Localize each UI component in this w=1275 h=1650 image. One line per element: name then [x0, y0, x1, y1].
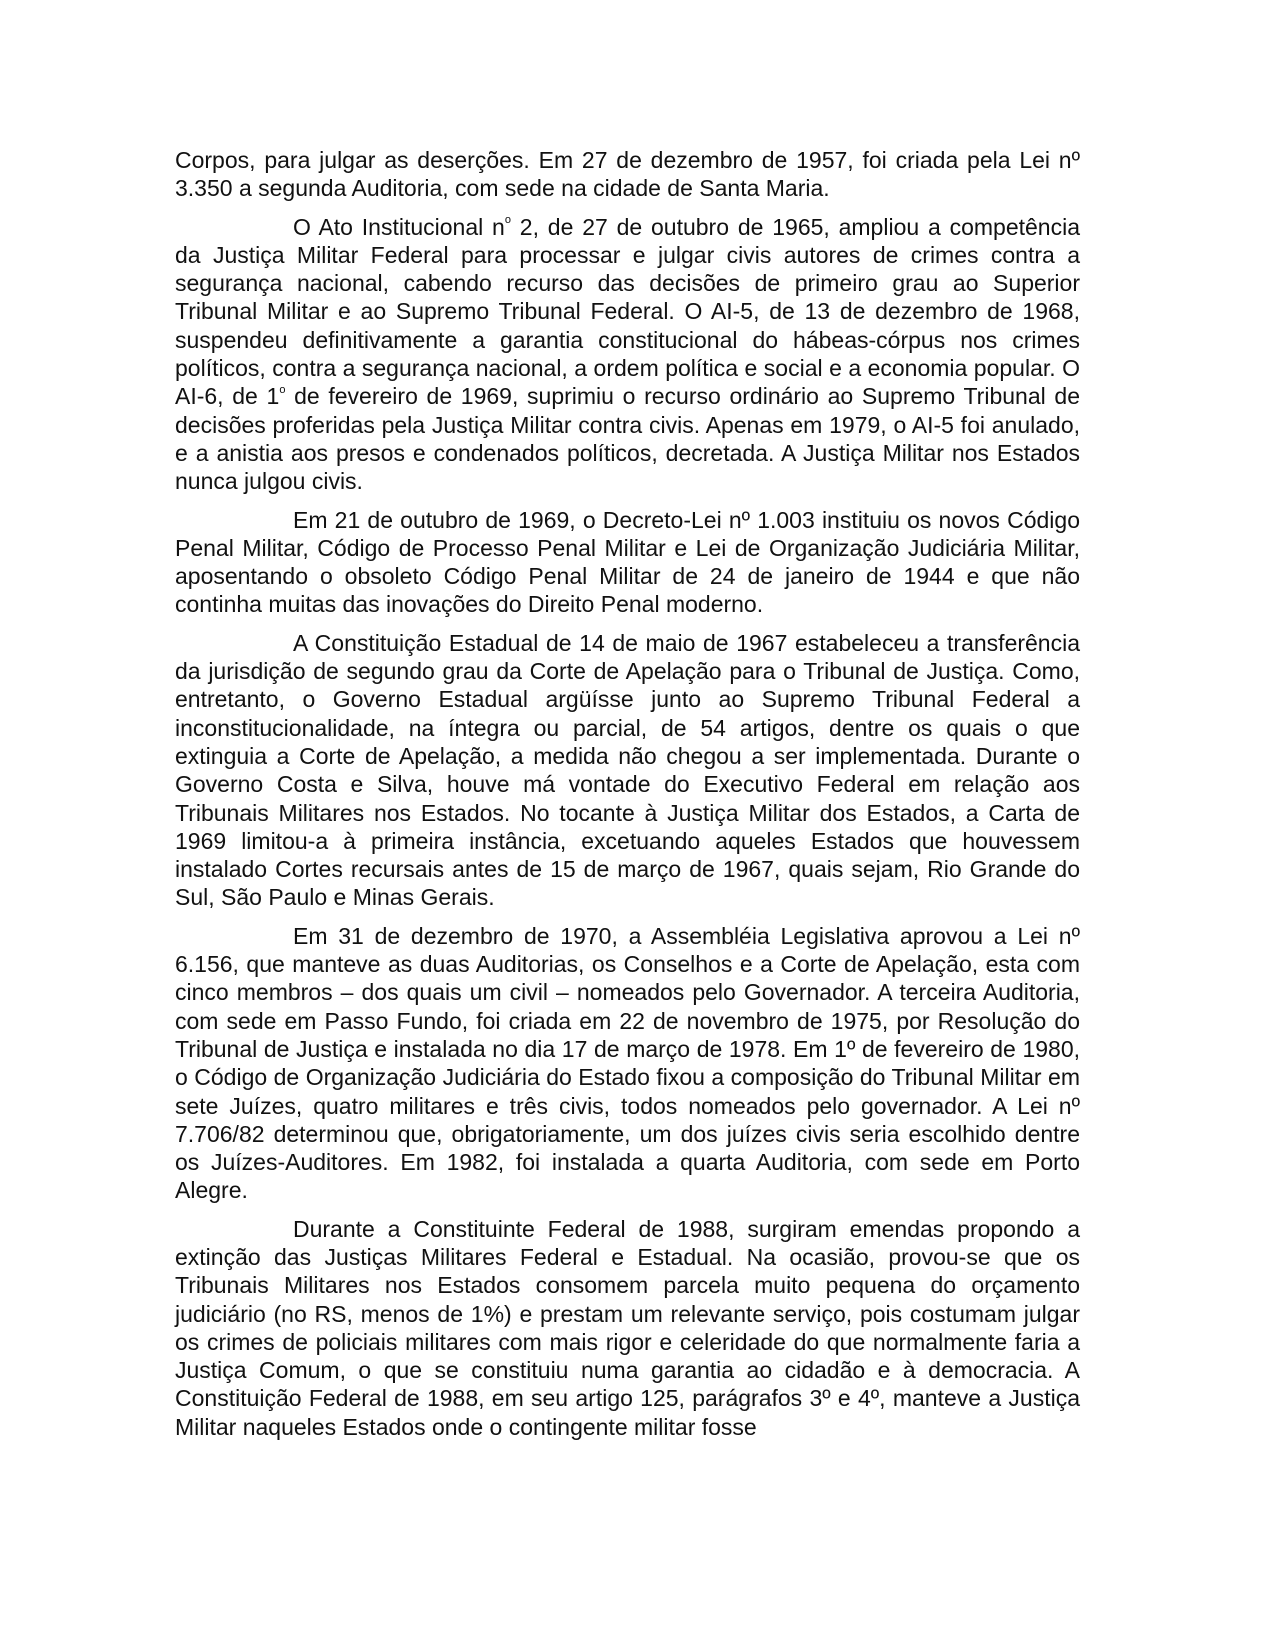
- paragraph-text: 2, de 27 de outubro de 1965, ampliou a competência da Justiça Militar Federal para processar e julgar civis autores de crimes contra a segurança nacional, cabendo recurso das decisões de primeiro grau ao Superior Tribunal Militar e ao Supremo Tribunal Federal. O AI-5, de 13 de dezembro de 1968, suspendeu definitivamente a garantia constitucional do hábeas-córpus nos crimes políticos, contra a segurança nacional, a ordem política e social e a economia popular. O AI-6, de 1: [175, 213, 1080, 410]
- document-page: [175, 146, 1080, 1451]
- paragraph-text: Corpos, para julgar as deserções. Em 27 de dezembro de 1957, foi criada pela Lei nº 3.350 a segunda Auditoria, com sede na cidade de Santa Maria.: [175, 147, 1080, 202]
- paragraph-text: O Ato Institucional n: [293, 213, 505, 240]
- paragraph: [175, 213, 1080, 496]
- paragraph-text: de fevereiro de 1969, suprimiu o recurso ordinário ao Supremo Tribunal de decisões proferidas pela Justiça Militar contra civis. Apenas em 1979, o AI-5 foi anulado, e a anistia aos presos e condenados políticos, decretada. A Justiça Militar nos Estados nunca julgou civis.: [175, 383, 1080, 495]
- paragraph-text: A Constituição Estadual de 14 de maio de 1967 estabeleceu a transferência da jurisdição de segundo grau da Corte de Apelação para o Tribunal de Justiça. Como, entretanto, o Governo Estadual argüísse junto ao Supremo Tribunal Federal a inconstitucionalidade, na íntegra ou parcial, de 54 artigos, dentre os quais o que extinguia a Corte de Apelação, a medida não chegou a ser implementada. Durante o Governo Costa e Silva, houve má vontade do Executivo Federal em relação aos Tribunais Militares nos Estados. No tocante à Justiça Militar dos Estados, a Carta de 1969 limitou-a à primeira instância, excetuando aqueles Estados que houvessem instalado Cortes recursais antes de 15 de março de 1967, quais sejam, Rio Grande do Sul, São Paulo e Minas Gerais.: [175, 629, 1080, 911]
- paragraph: [175, 1215, 1080, 1441]
- paragraph: [175, 629, 1080, 912]
- superscript-text: o: [279, 383, 286, 396]
- paragraph-text: Em 31 de dezembro de 1970, a Assembléia Legislativa aprovou a Lei nº 6.156, que manteve as duas Auditorias, os Conselhos e a Corte de Apelação, esta com cinco membros – dos quais um civil – nomeados pelo Governador. A terceira Auditoria, com sede em Passo Fundo, foi criada em 22 de novembro de 1975, por Resolução do Tribunal de Justiça e instalada no dia 17 de março de 1978. Em 1º de fevereiro de 1980, o Código de Organização Judiciária do Estado fixou a composição do Tribunal Militar em sete Juízes, quatro militares e três civis, todos nomeados pelo governador. A Lei nº 7.706/82 determinou que, obrigatoriamente, um dos juízes civis seria escolhido dentre os Juízes-Auditores. Em 1982, foi instalada a quarta Auditoria, com sede em Porto Alegre.: [175, 922, 1080, 1204]
- paragraph: [175, 506, 1080, 619]
- superscript-text: o: [504, 213, 511, 226]
- paragraph-text: Durante a Constituinte Federal de 1988, surgiram emendas propondo a extinção das Justiças Militares Federal e Estadual. Na ocasião, provou-se que os Tribunais Militares nos Estados consomem parcela muito pequena do orçamento judiciário (no RS, menos de 1%) e prestam um relevante serviço, pois costumam julgar os crimes de policiais militares com mais rigor e celeridade do que normalmente faria a Justiça Comum, o que se constituiu numa garantia ao cidadão e à democracia. A Constituição Federal de 1988, em seu artigo 125, parágrafos 3º e 4º, manteve a Justiça Militar naqueles Estados onde o contingente militar fosse: [175, 1215, 1080, 1440]
- paragraph: [175, 922, 1080, 1205]
- paragraph-text: Em 21 de outubro de 1969, o Decreto-Lei nº 1.003 instituiu os novos Código Penal Militar, Código de Processo Penal Militar e Lei de Organização Judiciária Militar, aposentando o obsoleto Código Penal Militar de 24 de janeiro de 1944 e que não continha muitas das inovações do Direito Penal moderno.: [175, 506, 1080, 618]
- paragraph: [175, 146, 1080, 203]
